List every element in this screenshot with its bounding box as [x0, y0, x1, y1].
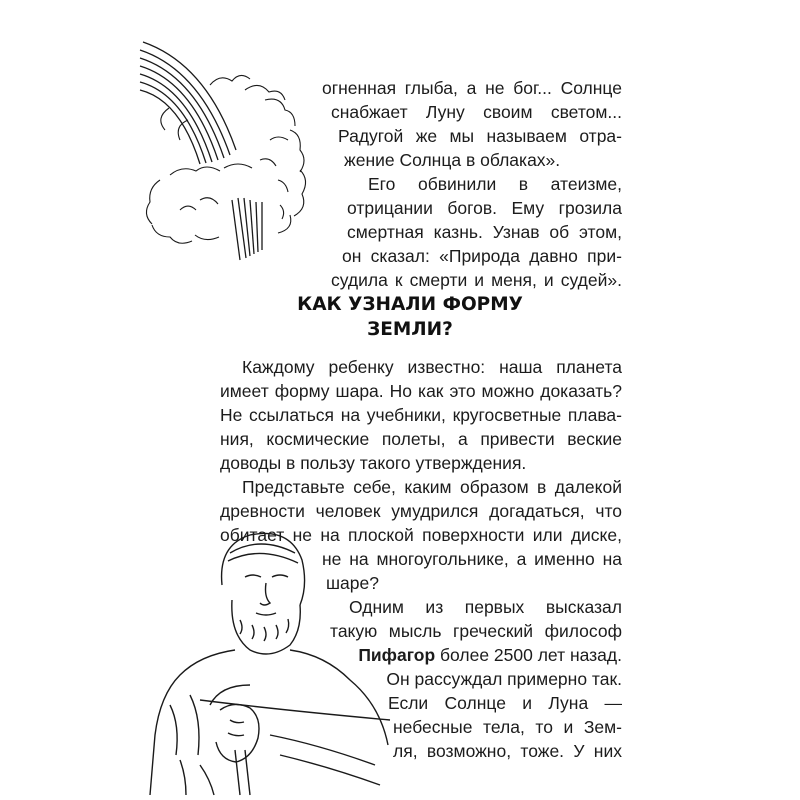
- text-line: Каждому ребенку известно: наша планета: [242, 357, 622, 377]
- section-heading: [250, 292, 570, 342]
- text-line: Одним из первых высказал: [349, 597, 622, 617]
- text-line: такую мысль греческий философ: [330, 621, 622, 641]
- text-line: жение Солнца в облаках».: [344, 150, 561, 170]
- text-line: Не ссылаться на учебники, кругосветные плава-: [220, 405, 622, 425]
- text-line: обитает не на плоской поверхности или диске,: [220, 525, 622, 545]
- text-line: судила к смерти и меня, и судей».: [331, 270, 622, 290]
- text-line: Его обвинили в атеизме,: [368, 174, 622, 194]
- text-line: не на многоугольнике, а именно на: [322, 549, 622, 569]
- text-line: снабжает Луну своим светом...: [331, 102, 622, 122]
- text-line: имеет форму шара. Но как это можно доказать?: [220, 381, 622, 401]
- text-line: отрицании богов. Ему грозила: [347, 198, 622, 218]
- text-line: древности человек умудрился догадаться, что: [220, 501, 622, 521]
- text-line: Если Солнце и Луна —: [388, 693, 622, 713]
- text-line: шаре?: [326, 573, 379, 593]
- text-line: Представьте себе, каким образом в далекой: [242, 477, 622, 497]
- text-fragment: более 2500 лет назад.: [440, 645, 622, 665]
- text-line: смертная казнь. Узнав об этом,: [347, 222, 622, 242]
- bold-name: Пифагор: [358, 645, 436, 665]
- text-line: ния, космические полеты, а привести веские: [220, 429, 622, 449]
- text-line: огненная глыба, а не бог... Солнце: [322, 78, 622, 98]
- heading-line: КАК УЗНАЛИ ФОРМУ: [297, 294, 523, 315]
- text-line: Он рассуждал примерно так.: [386, 669, 622, 689]
- pythagoras-statue-illustration: [140, 505, 390, 795]
- text-line: он сказал: «Природа давно при-: [342, 246, 622, 266]
- heading-line: ЗЕМЛИ?: [367, 319, 453, 340]
- text-line: доводы в пользу такого утверждения.: [220, 453, 527, 473]
- text-line: Радугой же мы называем отра-: [338, 126, 622, 146]
- text-line: ля, возможно, тоже. У них: [393, 741, 622, 761]
- text-line: небесные тела, то и Зем-: [393, 717, 622, 737]
- rainbow-clouds-illustration: [140, 30, 340, 270]
